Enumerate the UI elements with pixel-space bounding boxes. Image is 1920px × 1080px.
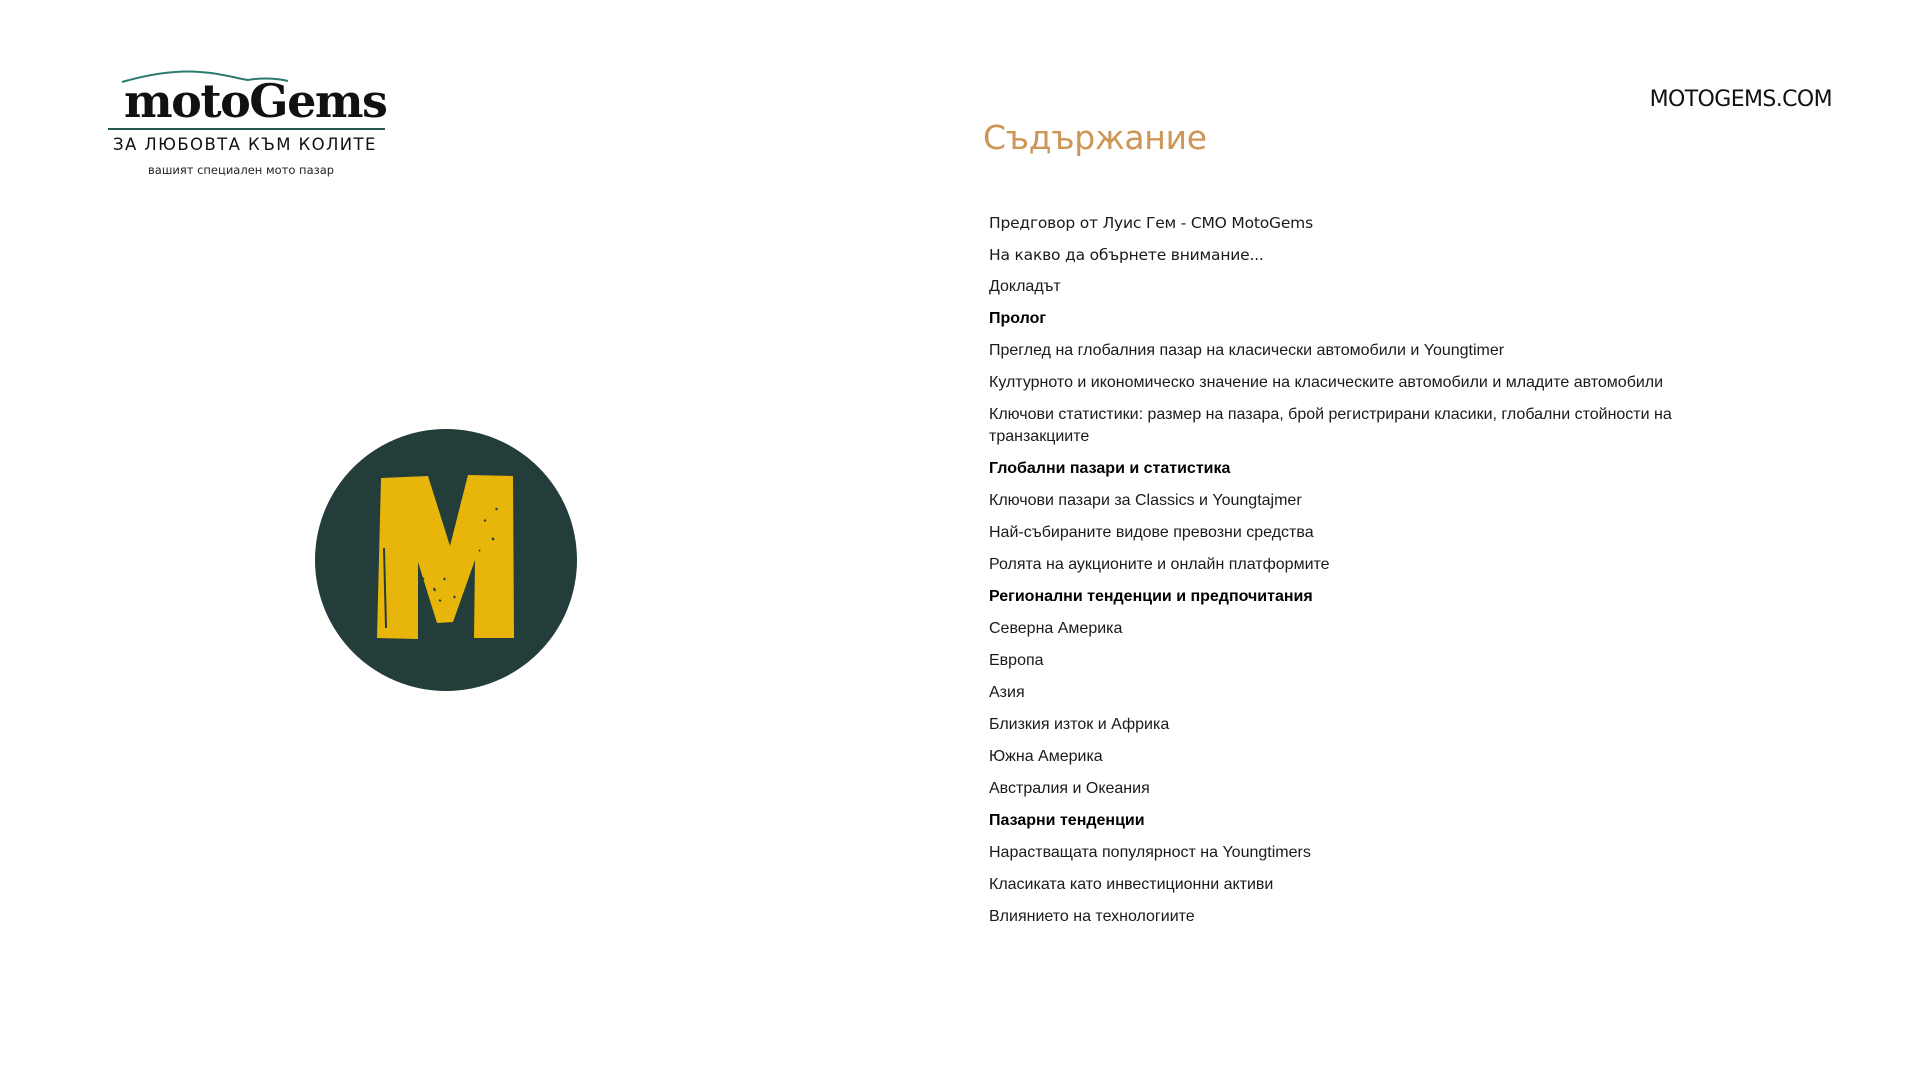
- toc-entry[interactable]: Влиянието на технологиите: [989, 908, 1195, 925]
- toc-entry[interactable]: Класиката като инвестиционни активи: [989, 876, 1274, 893]
- toc-entry[interactable]: Най-събираните видове превозни средства: [989, 524, 1314, 541]
- toc-entry[interactable]: Южна Америка: [989, 748, 1103, 765]
- logo-tagline: ЗА ЛЮБОВТА КЪМ КОЛИТЕ: [113, 135, 377, 154]
- toc-entry[interactable]: Австралия и Океания: [989, 780, 1150, 797]
- toc-entry[interactable]: Докладът: [989, 278, 1061, 295]
- toc-section-heading[interactable]: Пролог: [989, 310, 1047, 327]
- toc-entry[interactable]: Преглед на глобалния пазар на класически автомобили и Youngtimer: [989, 342, 1505, 359]
- toc-entry[interactable]: Азия: [989, 684, 1025, 701]
- toc-entry[interactable]: Културното и икономическо значение на класическите автомобили и младите автомобили: [989, 374, 1664, 391]
- toc-entry[interactable]: Нарастващата популярност на Youngtimers: [989, 844, 1311, 861]
- brand-name: motoGems: [124, 74, 387, 128]
- motogems-m-badge-icon: [314, 428, 578, 692]
- toc-entry[interactable]: Ролята на аукционите и онлайн платформите: [989, 556, 1330, 573]
- toc-entry[interactable]: Европа: [989, 652, 1044, 669]
- toc-entry[interactable]: Ключови статистики: размер на пазара, брой регистрирани класики, глобални стойности на транзакциите: [989, 406, 1672, 445]
- toc-entry[interactable]: Близкия изток и Африка: [989, 716, 1170, 733]
- toc-section-heading[interactable]: Глобални пазари и статистика: [989, 460, 1231, 477]
- toc-entry[interactable]: Ключови пазари за Classics и Youngtajmer: [989, 492, 1302, 509]
- toc-section-heading[interactable]: Регионални тенденции и предпочитания: [989, 588, 1313, 605]
- logo-divider: [108, 128, 385, 130]
- toc-entry[interactable]: Предговор от Луис Гем - CMO MotoGems: [989, 214, 1313, 232]
- logo-subtagline: вашият специален мото пазар: [148, 163, 335, 177]
- website-link[interactable]: MOTOGEMS.COM: [1649, 87, 1832, 112]
- toc-entry[interactable]: Северна Америка: [989, 620, 1123, 637]
- toc-entry[interactable]: На какво да обърнете внимание...: [989, 246, 1264, 264]
- toc-section-heading[interactable]: Пазарни тенденции: [989, 812, 1145, 829]
- table-of-contents: [989, 212, 1709, 938]
- toc-title: Съдържание: [983, 118, 1207, 157]
